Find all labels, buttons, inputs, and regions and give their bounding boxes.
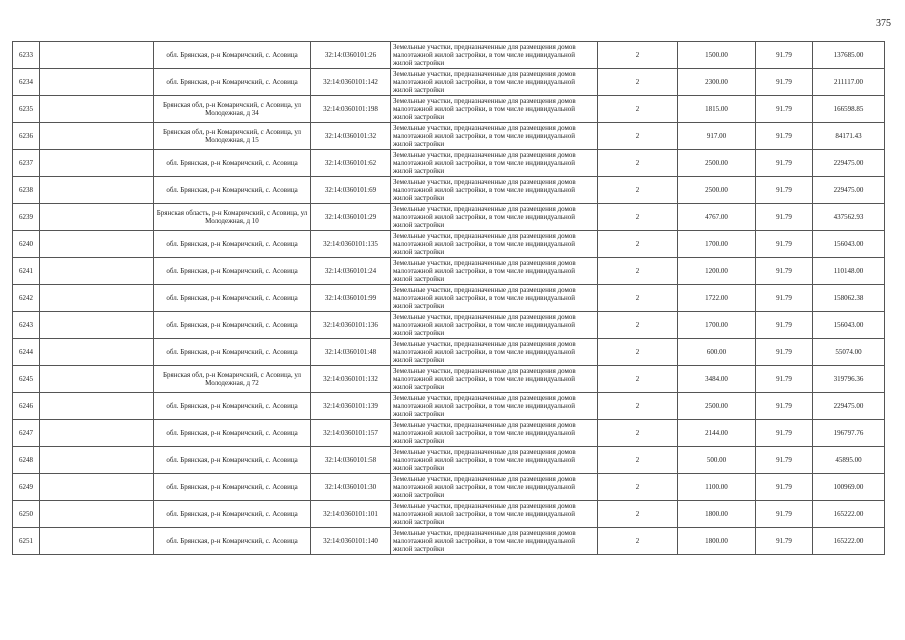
rate-cell: 91.79 xyxy=(756,474,813,501)
cadastral-value-cell: 156043.00 xyxy=(813,231,885,258)
category-cell: 2 xyxy=(598,366,678,393)
land-use-cell: Земельные участки, предназначенные для размещения домов малоэтажной жилой застройки, в том числе индивидуальной жилой застройки xyxy=(391,231,598,258)
row-number: 6235 xyxy=(13,96,40,123)
category-cell: 2 xyxy=(598,96,678,123)
area-cell: 3484.00 xyxy=(678,366,756,393)
category-cell: 2 xyxy=(598,177,678,204)
empty-cell xyxy=(40,204,154,231)
cadastral-number-cell: 32:14:0360101:140 xyxy=(311,528,391,555)
address-cell: обл. Брянская, р-н Комаричский, с. Асовица xyxy=(154,69,311,96)
category-cell: 2 xyxy=(598,528,678,555)
empty-cell xyxy=(40,258,154,285)
cadastral-value-cell: 84171.43 xyxy=(813,123,885,150)
rate-cell: 91.79 xyxy=(756,150,813,177)
row-number: 6236 xyxy=(13,123,40,150)
cadastral-value-cell: 437562.93 xyxy=(813,204,885,231)
rate-cell: 91.79 xyxy=(756,339,813,366)
category-cell: 2 xyxy=(598,231,678,258)
cadastral-value-cell: 165222.00 xyxy=(813,501,885,528)
land-use-cell: Земельные участки, предназначенные для размещения домов малоэтажной жилой застройки, в том числе индивидуальной жилой застройки xyxy=(391,447,598,474)
area-cell: 1815.00 xyxy=(678,96,756,123)
row-number: 6247 xyxy=(13,420,40,447)
table-row xyxy=(13,393,885,420)
cadastral-number-cell: 32:14:0360101:99 xyxy=(311,285,391,312)
land-use-cell: Земельные участки, предназначенные для размещения домов малоэтажной жилой застройки, в том числе индивидуальной жилой застройки xyxy=(391,339,598,366)
area-cell: 1100.00 xyxy=(678,474,756,501)
rate-cell: 91.79 xyxy=(756,42,813,69)
empty-cell xyxy=(40,339,154,366)
rate-cell: 91.79 xyxy=(756,420,813,447)
address-cell: Брянская обл, р-н Комаричский, с Асовица, ул Молодежная, д 34 xyxy=(154,96,311,123)
cadastral-value-cell: 110148.00 xyxy=(813,258,885,285)
row-number: 6246 xyxy=(13,393,40,420)
empty-cell xyxy=(40,123,154,150)
empty-cell xyxy=(40,366,154,393)
row-number: 6241 xyxy=(13,258,40,285)
table-row xyxy=(13,204,885,231)
land-use-cell: Земельные участки, предназначенные для размещения домов малоэтажной жилой застройки, в том числе индивидуальной жилой застройки xyxy=(391,177,598,204)
category-cell: 2 xyxy=(598,42,678,69)
land-use-cell: Земельные участки, предназначенные для размещения домов малоэтажной жилой застройки, в том числе индивидуальной жилой застройки xyxy=(391,42,598,69)
rate-cell: 91.79 xyxy=(756,366,813,393)
address-cell: обл. Брянская, р-н Комаричский, с. Асовица xyxy=(154,258,311,285)
cadastral-number-cell: 32:14:0360101:26 xyxy=(311,42,391,69)
table-row xyxy=(13,420,885,447)
cadastral-number-cell: 32:14:0360101:135 xyxy=(311,231,391,258)
cadastral-value-cell: 211117.00 xyxy=(813,69,885,96)
table-row xyxy=(13,69,885,96)
rate-cell: 91.79 xyxy=(756,204,813,231)
cadastral-number-cell: 32:14:0360101:30 xyxy=(311,474,391,501)
area-cell: 500.00 xyxy=(678,447,756,474)
cadastral-value-cell: 165222.00 xyxy=(813,528,885,555)
empty-cell xyxy=(40,393,154,420)
empty-cell xyxy=(40,528,154,555)
category-cell: 2 xyxy=(598,123,678,150)
area-cell: 1700.00 xyxy=(678,312,756,339)
cadastral-value-cell: 158062.38 xyxy=(813,285,885,312)
address-cell: обл. Брянская, р-н Комаричский, с. Асовица xyxy=(154,150,311,177)
table-row xyxy=(13,123,885,150)
cadastral-number-cell: 32:14:0360101:136 xyxy=(311,312,391,339)
empty-cell xyxy=(40,231,154,258)
land-plot-table xyxy=(12,41,885,555)
cadastral-value-cell: 45895.00 xyxy=(813,447,885,474)
rate-cell: 91.79 xyxy=(756,285,813,312)
table-body xyxy=(13,42,885,555)
land-use-cell: Земельные участки, предназначенные для размещения домов малоэтажной жилой застройки, в том числе индивидуальной жилой застройки xyxy=(391,150,598,177)
row-number: 6251 xyxy=(13,528,40,555)
cadastral-number-cell: 32:14:0360101:62 xyxy=(311,150,391,177)
empty-cell xyxy=(40,312,154,339)
rate-cell: 91.79 xyxy=(756,528,813,555)
cadastral-number-cell: 32:14:0360101:29 xyxy=(311,204,391,231)
table-row xyxy=(13,42,885,69)
area-cell: 917.00 xyxy=(678,123,756,150)
cadastral-value-cell: 196797.76 xyxy=(813,420,885,447)
table-row xyxy=(13,96,885,123)
category-cell: 2 xyxy=(598,420,678,447)
table-row xyxy=(13,258,885,285)
row-number: 6249 xyxy=(13,474,40,501)
cadastral-number-cell: 32:14:0360101:198 xyxy=(311,96,391,123)
row-number: 6244 xyxy=(13,339,40,366)
area-cell: 1700.00 xyxy=(678,231,756,258)
table-row xyxy=(13,150,885,177)
rate-cell: 91.79 xyxy=(756,177,813,204)
area-cell: 1722.00 xyxy=(678,285,756,312)
area-cell: 1500.00 xyxy=(678,42,756,69)
empty-cell xyxy=(40,420,154,447)
rate-cell: 91.79 xyxy=(756,69,813,96)
category-cell: 2 xyxy=(598,447,678,474)
category-cell: 2 xyxy=(598,285,678,312)
table-row xyxy=(13,366,885,393)
row-number: 6250 xyxy=(13,501,40,528)
rate-cell: 91.79 xyxy=(756,312,813,339)
cadastral-number-cell: 32:14:0360101:101 xyxy=(311,501,391,528)
address-cell: обл. Брянская, р-н Комаричский, с. Асовица xyxy=(154,339,311,366)
category-cell: 2 xyxy=(598,474,678,501)
cadastral-number-cell: 32:14:0360101:142 xyxy=(311,69,391,96)
land-use-cell: Земельные участки, предназначенные для размещения домов малоэтажной жилой застройки, в том числе индивидуальной жилой застройки xyxy=(391,393,598,420)
cadastral-number-cell: 32:14:0360101:24 xyxy=(311,258,391,285)
empty-cell xyxy=(40,285,154,312)
row-number: 6243 xyxy=(13,312,40,339)
area-cell: 2500.00 xyxy=(678,177,756,204)
empty-cell xyxy=(40,474,154,501)
address-cell: обл. Брянская, р-н Комаричский, с. Асовица xyxy=(154,285,311,312)
cadastral-number-cell: 32:14:0360101:157 xyxy=(311,420,391,447)
land-use-cell: Земельные участки, предназначенные для размещения домов малоэтажной жилой застройки, в том числе индивидуальной жилой застройки xyxy=(391,96,598,123)
cadastral-value-cell: 166598.85 xyxy=(813,96,885,123)
rate-cell: 91.79 xyxy=(756,258,813,285)
category-cell: 2 xyxy=(598,150,678,177)
cadastral-number-cell: 32:14:0360101:48 xyxy=(311,339,391,366)
address-cell: обл. Брянская, р-н Комаричский, с. Асовица xyxy=(154,393,311,420)
cadastral-number-cell: 32:14:0360101:69 xyxy=(311,177,391,204)
address-cell: обл. Брянская, р-н Комаричский, с. Асовица xyxy=(154,447,311,474)
row-number: 6245 xyxy=(13,366,40,393)
category-cell: 2 xyxy=(598,312,678,339)
table-row xyxy=(13,528,885,555)
table-row xyxy=(13,474,885,501)
land-use-cell: Земельные участки, предназначенные для размещения домов малоэтажной жилой застройки, в том числе индивидуальной жилой застройки xyxy=(391,312,598,339)
category-cell: 2 xyxy=(598,258,678,285)
cadastral-value-cell: 229475.00 xyxy=(813,393,885,420)
row-number: 6233 xyxy=(13,42,40,69)
land-use-cell: Земельные участки, предназначенные для размещения домов малоэтажной жилой застройки, в том числе индивидуальной жилой застройки xyxy=(391,474,598,501)
address-cell: обл. Брянская, р-н Комаричский, с. Асовица xyxy=(154,528,311,555)
address-cell: обл. Брянская, р-н Комаричский, с. Асовица xyxy=(154,177,311,204)
area-cell: 2300.00 xyxy=(678,69,756,96)
category-cell: 2 xyxy=(598,204,678,231)
row-number: 6238 xyxy=(13,177,40,204)
empty-cell xyxy=(40,42,154,69)
empty-cell xyxy=(40,501,154,528)
row-number: 6248 xyxy=(13,447,40,474)
cadastral-number-cell: 32:14:0360101:58 xyxy=(311,447,391,474)
land-use-cell: Земельные участки, предназначенные для размещения домов малоэтажной жилой застройки, в том числе индивидуальной жилой застройки xyxy=(391,420,598,447)
cadastral-value-cell: 319796.36 xyxy=(813,366,885,393)
land-use-cell: Земельные участки, предназначенные для размещения домов малоэтажной жилой застройки, в том числе индивидуальной жилой застройки xyxy=(391,366,598,393)
address-cell: обл. Брянская, р-н Комаричский, с. Асовица xyxy=(154,312,311,339)
empty-cell xyxy=(40,447,154,474)
address-cell: Брянская обл, р-н Комаричский, с Асовица, ул Молодежная, д 72 xyxy=(154,366,311,393)
land-use-cell: Земельные участки, предназначенные для размещения домов малоэтажной жилой застройки, в том числе индивидуальной жилой застройки xyxy=(391,204,598,231)
empty-cell xyxy=(40,177,154,204)
cadastral-value-cell: 100969.00 xyxy=(813,474,885,501)
area-cell: 2500.00 xyxy=(678,150,756,177)
area-cell: 600.00 xyxy=(678,339,756,366)
cadastral-value-cell: 137685.00 xyxy=(813,42,885,69)
area-cell: 4767.00 xyxy=(678,204,756,231)
table-row xyxy=(13,177,885,204)
rate-cell: 91.79 xyxy=(756,393,813,420)
land-use-cell: Земельные участки, предназначенные для размещения домов малоэтажной жилой застройки, в том числе индивидуальной жилой застройки xyxy=(391,528,598,555)
row-number: 6234 xyxy=(13,69,40,96)
table-row xyxy=(13,447,885,474)
area-cell: 1200.00 xyxy=(678,258,756,285)
cadastral-value-cell: 156043.00 xyxy=(813,312,885,339)
area-cell: 2144.00 xyxy=(678,420,756,447)
row-number: 6242 xyxy=(13,285,40,312)
table-row xyxy=(13,231,885,258)
page-number: 375 xyxy=(876,18,891,29)
address-cell: обл. Брянская, р-н Комаричский, с. Асовица xyxy=(154,420,311,447)
rate-cell: 91.79 xyxy=(756,123,813,150)
category-cell: 2 xyxy=(598,339,678,366)
cadastral-value-cell: 55074.00 xyxy=(813,339,885,366)
cadastral-value-cell: 229475.00 xyxy=(813,150,885,177)
table-row xyxy=(13,339,885,366)
category-cell: 2 xyxy=(598,501,678,528)
category-cell: 2 xyxy=(598,69,678,96)
rate-cell: 91.79 xyxy=(756,501,813,528)
land-use-cell: Земельные участки, предназначенные для размещения домов малоэтажной жилой застройки, в том числе индивидуальной жилой застройки xyxy=(391,258,598,285)
cadastral-value-cell: 229475.00 xyxy=(813,177,885,204)
area-cell: 1800.00 xyxy=(678,528,756,555)
cadastral-number-cell: 32:14:0360101:32 xyxy=(311,123,391,150)
rate-cell: 91.79 xyxy=(756,447,813,474)
row-number: 6237 xyxy=(13,150,40,177)
address-cell: обл. Брянская, р-н Комаричский, с. Асовица xyxy=(154,501,311,528)
land-use-cell: Земельные участки, предназначенные для размещения домов малоэтажной жилой застройки, в том числе индивидуальной жилой застройки xyxy=(391,69,598,96)
address-cell: обл. Брянская, р-н Комаричский, с. Асовица xyxy=(154,231,311,258)
empty-cell xyxy=(40,69,154,96)
address-cell: Брянская обл, р-н Комаричский, с Асовица, ул Молодежная, д 15 xyxy=(154,123,311,150)
rate-cell: 91.79 xyxy=(756,231,813,258)
table-row xyxy=(13,285,885,312)
rate-cell: 91.79 xyxy=(756,96,813,123)
address-cell: обл. Брянская, р-н Комаричский, с. Асовица xyxy=(154,474,311,501)
table-row xyxy=(13,501,885,528)
table-row xyxy=(13,312,885,339)
category-cell: 2 xyxy=(598,393,678,420)
address-cell: Брянская область, р-н Комаричский, с Асовица, ул Молодежная, д 10 xyxy=(154,204,311,231)
land-use-cell: Земельные участки, предназначенные для размещения домов малоэтажной жилой застройки, в том числе индивидуальной жилой застройки xyxy=(391,501,598,528)
cadastral-number-cell: 32:14:0360101:139 xyxy=(311,393,391,420)
land-use-cell: Земельные участки, предназначенные для размещения домов малоэтажной жилой застройки, в том числе индивидуальной жилой застройки xyxy=(391,285,598,312)
area-cell: 2500.00 xyxy=(678,393,756,420)
row-number: 6240 xyxy=(13,231,40,258)
empty-cell xyxy=(40,96,154,123)
row-number: 6239 xyxy=(13,204,40,231)
empty-cell xyxy=(40,150,154,177)
land-use-cell: Земельные участки, предназначенные для размещения домов малоэтажной жилой застройки, в том числе индивидуальной жилой застройки xyxy=(391,123,598,150)
cadastral-number-cell: 32:14:0360101:132 xyxy=(311,366,391,393)
address-cell: обл. Брянская, р-н Комаричский, с. Асовица xyxy=(154,42,311,69)
area-cell: 1800.00 xyxy=(678,501,756,528)
